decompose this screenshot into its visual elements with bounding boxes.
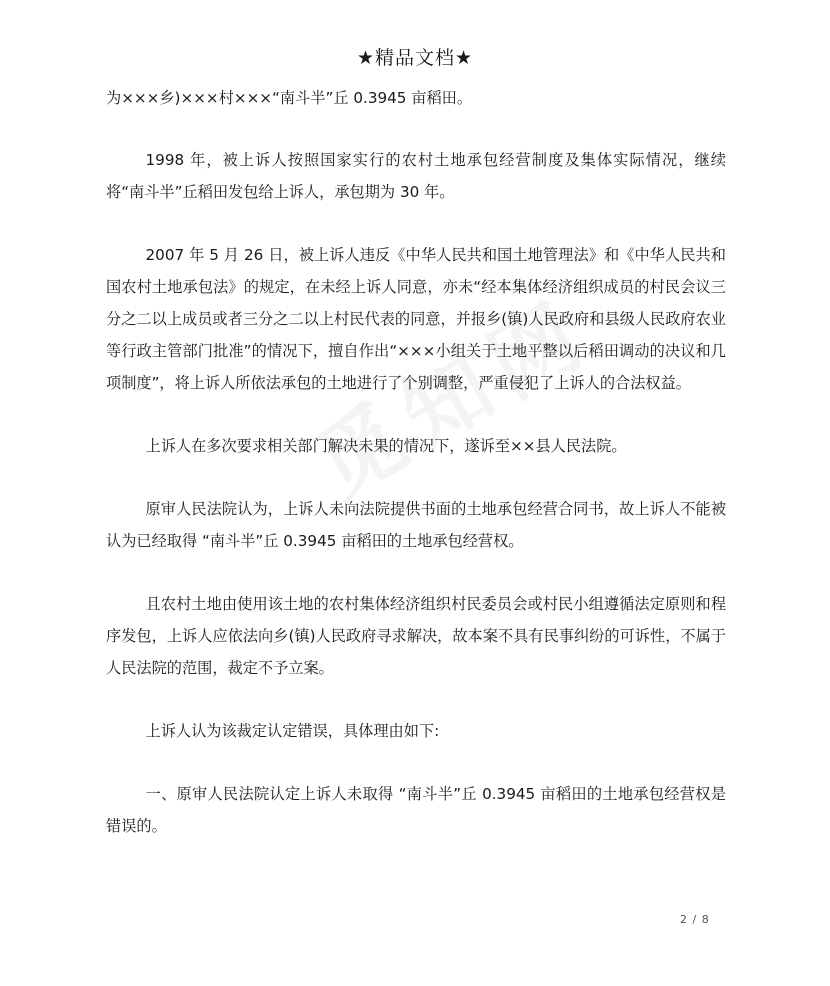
paragraph: 一、原审人民法院认定上诉人未取得 “南斗半”丘 0.3945 亩稻田的土地承包经营权是错误的。 [106, 785, 726, 835]
paragraph: 原审人民法院认为，上诉人未向法院提供书面的土地承包经营合同书，故上诉人不能被认为已经取得 “南斗半”丘 0.3945 亩稻田的土地承包经营权。 [106, 500, 726, 550]
paragraph: 1998 年，被上诉人按照国家实行的农村土地承包经营制度及集体实际情况，继续将“南斗半”丘稻田发包给上诉人，承包期为 30 年。 [106, 151, 726, 201]
paragraph: 为×××乡)×××村×××“南斗半”丘 0.3945 亩稻田。 [106, 89, 473, 107]
paragraph: 上诉人认为该裁定认定错误，具体理由如下: [145, 722, 440, 740]
paragraph: 2007 年 5 月 26 日，被上诉人违反《中华人民共和国土地管理法》和《中华人民共和国农村土地承包法》的规定，在未经上诉人同意，亦未“经本集体经济组织成员的村民会议三分之二以上成员或者三分之二以上村民代表的同意，并报乡(镇)人民政府和县级人民政府农业等行政主管部门批准”的情况下，擅自作出“×××小组关于土地平整以后稻田调动的决议和几项制度”，将上诉人所依法承包的土地进行了个别调整，严重侵犯了上诉人的合法权益。 [106, 246, 726, 392]
paragraph: 上诉人在多次要求相关部门解决未果的情况下，遂诉至××县人民法院。 [145, 437, 627, 455]
document-body [106, 82, 726, 873]
page-header-title: ★精品文档★ [356, 47, 474, 69]
page-number: 2 / 8 [680, 913, 710, 926]
paragraph: 且农村土地由使用该土地的农村集体经济组织村民委员会或村民小组遵循法定原则和程序发包，上诉人应依法向乡(镇)人民政府寻求解决，故本案不具有民事纠纷的可诉性，不属于人民法院的范围，裁定不予立案。 [106, 595, 726, 677]
